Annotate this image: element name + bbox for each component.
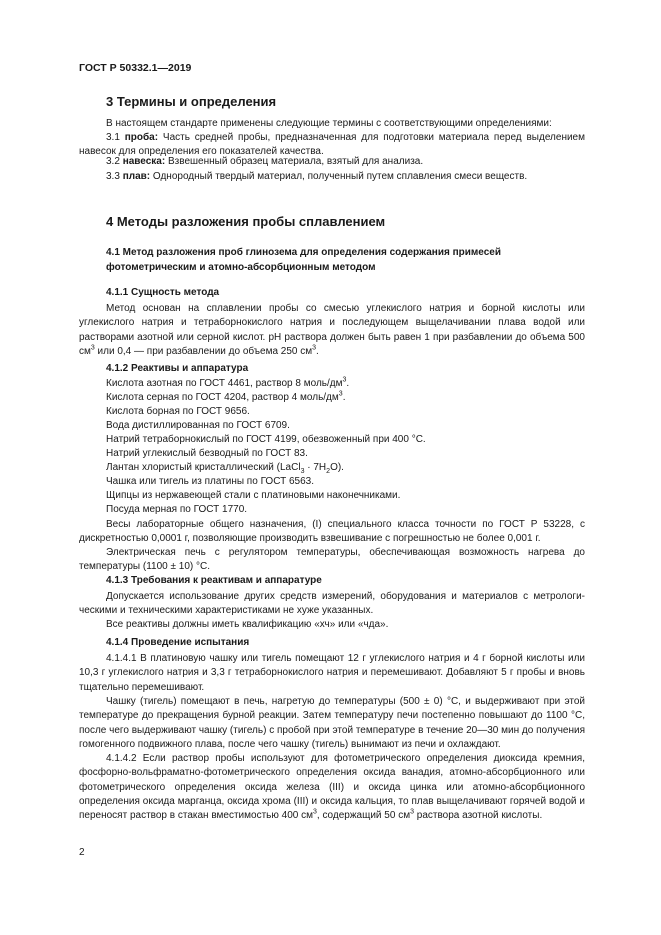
- reagent-item: Кислота борная по ГОСТ 9656.: [106, 406, 250, 417]
- subsection-4-1-1-title: 4.1.1 Сущность метода: [106, 287, 220, 298]
- reagent-item: Щипцы из нержавеющей стали с платиновыми наконечниками.: [106, 490, 401, 501]
- scales-paragraph: Весы лабораторные общего назначения, (I) специального класса точности по ГОСТ Р 53228, с дискретностью 0,0001 г, позволяющие производить взвешивание с погрешностью не более 0,001 г.: [79, 519, 585, 545]
- term-name: проба:: [124, 132, 159, 143]
- procedure-4-1-4-1: 4.1.4.1 В платиновую чашку или тигель помещают 12 г углекислого натрия и 4 г борной кислоты или 10,3 г углекислого натрия и 3,3 г тетраборнокислого натрия и перемешивают. Добавляют 5 г пробы и вновь тщательно перемешивают.: [79, 653, 585, 693]
- reagent-item: Натрий тетраборнокислый по ГОСТ 4199, обезвоженный при 400 °С.: [106, 434, 426, 445]
- subsection-4-1-4-title: 4.1.4 Проведение испытания: [106, 637, 250, 648]
- term-number: 3.3: [106, 171, 120, 182]
- term-name: навеска:: [122, 156, 166, 167]
- reagent-item: Кислота азотная по ГОСТ 4461, раствор 8 моль/$дм^3$.: [106, 376, 350, 389]
- reagent-item: Вода дистиллированная по ГОСТ 6709.: [106, 420, 290, 431]
- term-definition: Однородный твердый материал, полученный путем сплавления смеси веществ.: [152, 171, 528, 182]
- subsection-4-1-title: 4.1 Метод разложения проб глинозема для определения содержания примесей фотометрическим и атомно-абсорбционным методом: [106, 247, 501, 273]
- method-essence-paragraph: Метод основан на сплавлении пробы со смесью углекислого натрия и борной кислоты или углекислого натрия и тетраборнокислого натрия и последующем выщелачивании плава водой или растворами азотной или серной кислот. pH раствора должен быть равен 1 при разбавлении до объема 500 $см^3$ или 0,4 — при разбавлении до объема 250 $см^3$.: [79, 303, 585, 357]
- procedure-4-1-4-1-continued: Чашку (тигель) помещают в печь, нагретую до температуры (500 ± 0) °С, и выдерживают при этой температуре до прекращения бурной реакции. Затем температуру печи постепенно повышают до 1100 °С, после чего выдерживают чашку (тигель) с пробой при этой температуре в течение 20—30 мин до получения гомогенного подвижного плава, после чего чашку (тигель) вынимают из печи и охлаждают.: [79, 696, 585, 750]
- section-3-intro: В настоящем стандарте применены следующие термины с соответствующими определениями:: [106, 118, 552, 129]
- page-number: 2: [79, 847, 85, 858]
- term-name: плав:: [122, 171, 151, 182]
- reagent-item: Натрий углекислый безводный по ГОСТ 83.: [106, 448, 308, 459]
- reagent-item: Лантан хлористый кристаллический (LaCl$_3$ · $7H_2O$).: [106, 462, 344, 475]
- term-3-2: [79, 155, 585, 169]
- section-3-title: 3 Термины и определения: [106, 94, 277, 109]
- section-4-title: 4 Методы разложения пробы сплавлением: [106, 214, 386, 229]
- term-number: 3.1: [106, 132, 120, 143]
- procedure-4-1-4-2: 4.1.4.2 Если раствор пробы используют для фотометрического определения диоксида кремния, фосфорно-вольфраматно-фотометрического определения оксида ванадия, атомно-абсорбционного или фотометрического определения оксида железа (III) и оксида цинка или атомно-абсорбционного определения оксида марганца, оксида хрома (III) и оксида кальция, то плав выщелачивают горячей водой и переносят раствор в стакан вместимостью 400 $см^3$, содержащий 50 $см^3$ раствора азотной кислоты.: [79, 753, 585, 822]
- reagent-item: Чашка или тигель из платины по ГОСТ 6563.: [106, 476, 314, 487]
- requirements-paragraph: Допускается использование других средств измерений, оборудования и материалов с метрологи-ческими и техническими характеристиками не хуже указанных.: [79, 591, 585, 617]
- term-definition: Взвешенный образец материала, взятый для анализа.: [167, 156, 424, 167]
- reagent-item: Посуда мерная по ГОСТ 1770.: [106, 504, 248, 515]
- furnace-paragraph: Электрическая печь с регулятором температуры, обеспечивающая возможность нагрева до температуры (1100 ± 10) °С.: [79, 547, 585, 573]
- reagent-grade-paragraph: Все реактивы должны иметь квалификацию «хч» или «чда».: [106, 619, 389, 630]
- term-number: 3.2: [106, 156, 120, 167]
- subsection-4-1-2-title: 4.1.2 Реактивы и аппаратура: [106, 363, 249, 374]
- reagent-item: Кислота серная по ГОСТ 4204, раствор 4 моль/$дм^3$.: [106, 390, 346, 403]
- term-definition: Часть средней пробы, предназначенная для подготовки материала перед выделением навесок для определения его показателей качества.: [79, 132, 585, 158]
- subsection-4-1-3-title: 4.1.3 Требования к реактивам и аппаратуре: [106, 575, 322, 586]
- term-3-3: [79, 170, 585, 184]
- standard-header: ГОСТ Р 50332.1—2019: [79, 62, 192, 74]
